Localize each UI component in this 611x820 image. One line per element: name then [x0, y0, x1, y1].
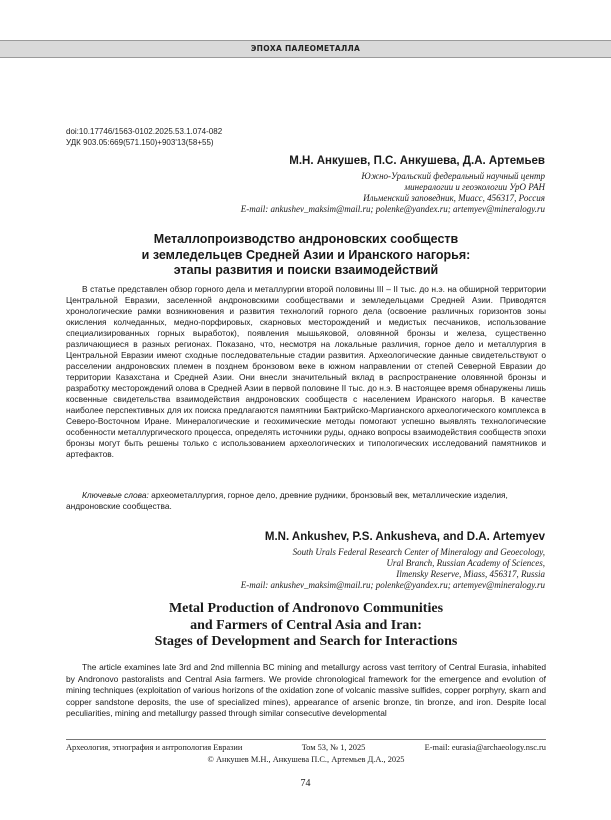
- authors-ru: М.Н. Анкушев, П.С. Анкушева, Д.А. Артемьев: [289, 155, 545, 167]
- journal-email[interactable]: E-mail: eurasia@archaeology.nsc.ru: [424, 743, 546, 752]
- authors-block-en: [241, 530, 545, 591]
- authors-en: M.N. Ankushev, P.S. Ankusheva, and D.A. Artemyev: [264, 531, 545, 543]
- title-line: Metal Production of Andronovo Communities: [168, 601, 444, 616]
- title-line: и земледельцев Средней Азии и Иранского нагорья:: [141, 247, 471, 262]
- title-ru: [66, 232, 546, 279]
- affiliation-line: Ilmensky Reserve, Miass, 456317, Russia: [396, 569, 545, 579]
- journal-volume: Том 53, № 1, 2025: [301, 743, 366, 752]
- title-line: Stages of Development and Search for Interactions: [154, 634, 458, 649]
- journal-name: Археология, этнография и антропология Евразии: [66, 743, 243, 752]
- title-en: [66, 601, 546, 651]
- abstract-en: The article examines late 3rd and 2nd millennia BC mining and metallurgy across vast territory of Central Eurasia, inhabited by Andronovo pastoralists and Central Asia farmers. We provide chronological framework for the emergence and evolution of mining techniques (exploitation of various horizons of the oxidation zone of volcanic massive sulfides, copper porphyry, skarn and copper sandstone deposits, the use of specialized mines), appearance of arsenic bronze, tin bronze, and iron. Despite local peculiarities, mining and metallurgy passed through similar consecutive developmental: [66, 662, 546, 719]
- section-header: ЭПОХА ПАЛЕОМЕТАЛЛА: [0, 40, 611, 58]
- affiliation-line: Южно-Уральский федеральный научный центр: [361, 171, 545, 181]
- affiliation-line: Ильменский заповедник, Миасс, 456317, Россия: [363, 193, 545, 203]
- keywords-label: Ключевые слова:: [82, 490, 149, 500]
- keywords-ru: [66, 490, 546, 512]
- title-line: and Farmers of Central Asia and Iran:: [190, 617, 422, 633]
- footer-divider: [66, 739, 546, 740]
- affiliation-line: минералогии и геоэкологии УрО РАН: [404, 182, 545, 192]
- title-line: этапы развития и поиски взаимодействий: [173, 263, 439, 277]
- doi[interactable]: doi:10.17746/1563-0102.2025.53.1.074-082: [66, 127, 223, 136]
- udk-code: УДК 903.05:669(571.150)+903'13(58+55): [66, 138, 214, 147]
- page-number: 74: [300, 778, 311, 789]
- keywords-text: археометаллургия, горное дело, древние рудники, бронзовый век, металлические изделия, андроновские сообщества.: [66, 490, 508, 511]
- copyright: © Анкушев М.Н., Анкушева П.С., Артемьев Д.А., 2025: [207, 755, 405, 764]
- authors-block-ru: [241, 154, 545, 215]
- affiliation-line: Ural Branch, Russian Academy of Sciences,: [386, 558, 545, 568]
- affiliation-line: South Urals Federal Research Center of Mineralogy and Geoecology,: [292, 547, 545, 557]
- abstract-ru: В статье представлен обзор горного дела и металлургии второй половины III – II тыс. до н.э. на обширной территории Центральной Евразии, заселенной андроновскими сообществами и земледельцами Средней Азии. Приводятся хронологические рамки возникновения и развития технологий горного дела (освоение различных горизонтов зоны окисления колчеданных, медно-порфировых, скарновых месторождений и медистых песчаников, использование специализированных горных выработок), появления мышьяковой, оловянной бронзы и железа, существенно различающиеся в разных регионах. Показано, что, несмотря на локальные различия, горное дело и металлургия в Центральной Евразии имеют сходные последовательные стадии развития. Археологические данные свидетельствуют о расселении андроновских племен в позднем бронзовом веке в южном направлении от степей Северной Евразии до территории Казахстана и Средней Азии. Они внесли значительный вклад в распространение оловянной бронзы и разработку месторождений олова в Средней Азии в первой половине II тыс. до н.э. В настоящее время обнаружены лишь косвенные свидетельства взаимодействия андроновских сообществ с населением Иранского нагорья. В качестве наиболее перспективных для их поиска предлагаются памятники Бактрийско-Маргианского археологического комплекса в Северо-Восточном Иране. Минералогические и геохимические методы помогают успешно выявлять технологические особенности металлургического процесса, определять источники руды, однако вопросы взаимодействия сообществ эпохи бронзы могут быть решены только с использованием археологических и типологических исследований памятников и артефактов.: [66, 284, 546, 459]
- email-line-en[interactable]: E-mail: ankushev_maksim@mail.ru; polenke@yandex.ru; artemyev@mineralogy.ru: [240, 580, 545, 590]
- title-line: Металлопроизводство андроновских сообществ: [153, 232, 459, 246]
- footer-journal-line: [66, 742, 546, 753]
- email-line-ru[interactable]: E-mail: ankushev_maksim@mail.ru; polenke@yandex.ru; artemyev@mineralogy.ru: [240, 204, 545, 214]
